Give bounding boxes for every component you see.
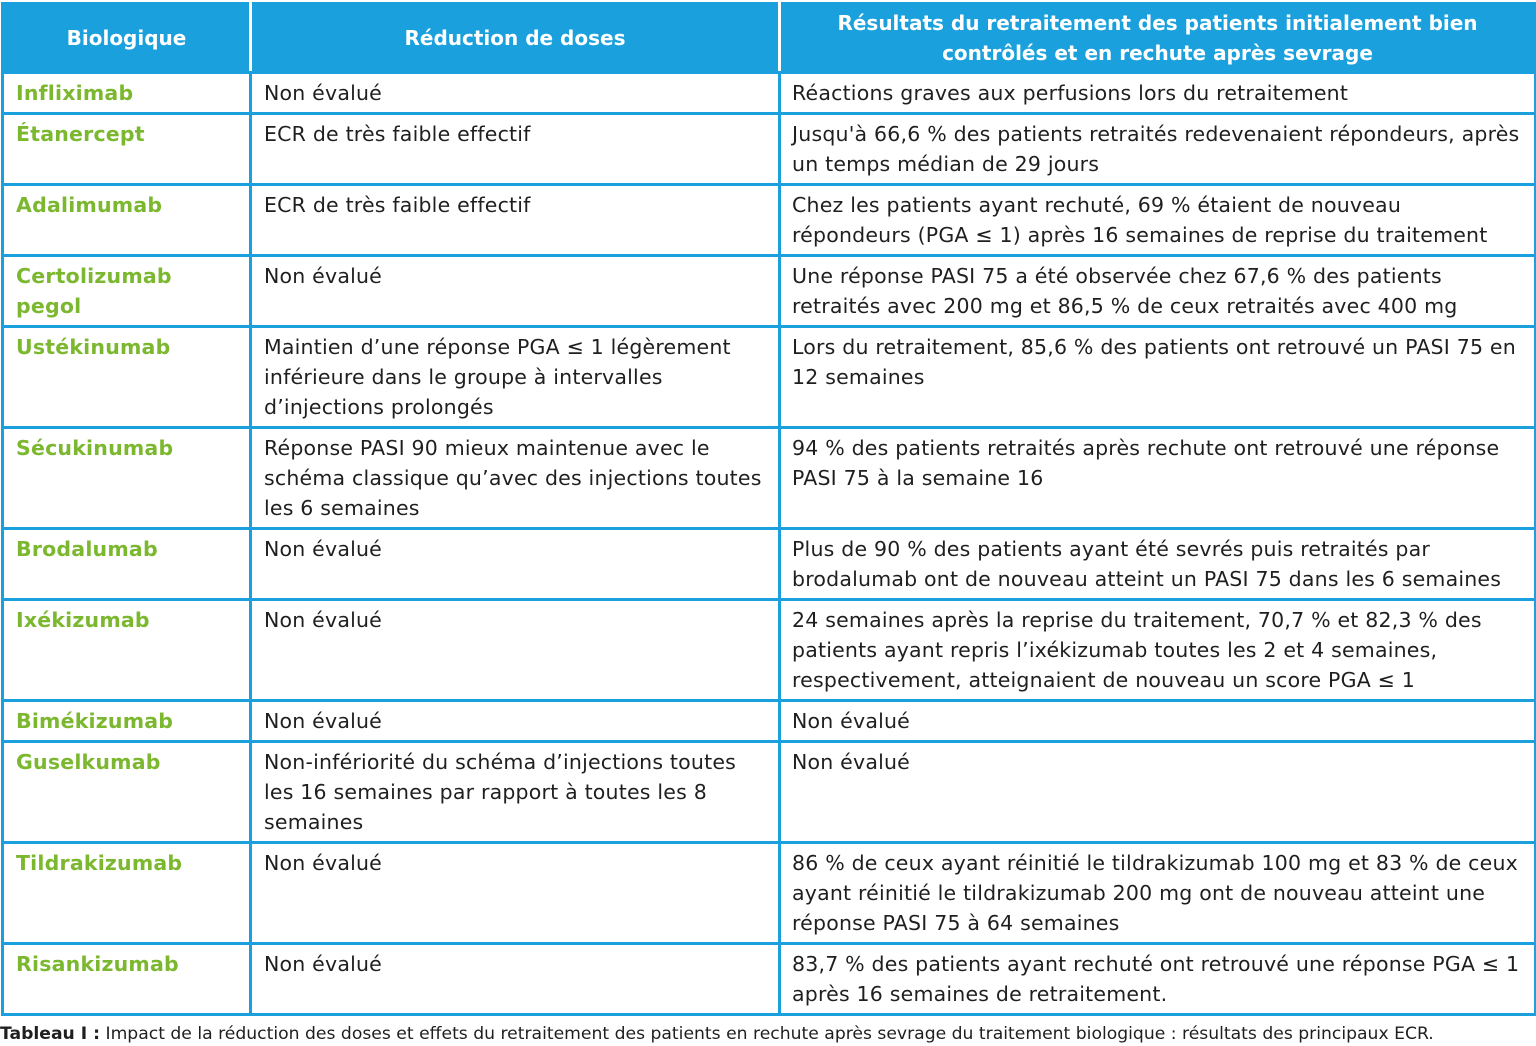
caption-label: Tableau I : (0, 1024, 101, 1044)
dose-reduction-cell: Non évalué (251, 73, 780, 114)
drug-name: Ustékinumab (3, 327, 251, 428)
table-row (3, 701, 1536, 742)
drug-name: Guselkumab (3, 742, 251, 843)
retreatment-cell: 94 % des patients retraités après rechute ont retrouvé une réponse PASI 75 à la semaine 16 (780, 428, 1536, 529)
drug-name: Ixékizumab (3, 600, 251, 701)
table-row (3, 428, 1536, 529)
dose-reduction-cell: Non évalué (251, 701, 780, 742)
drug-name: Risankizumab (3, 944, 251, 1015)
retreatment-cell: Non évalué (780, 742, 1536, 843)
table-row (3, 843, 1536, 944)
drug-name: Certolizumab pegol (3, 256, 251, 327)
retreatment-cell: 86 % de ceux ayant réinitié le tildrakizumab 100 mg et 83 % de ceux ayant réinitié le tildrakizumab 200 mg ont de nouveau atteint une réponse PASI 75 à 64 semaines (780, 843, 1536, 944)
retreatment-cell: Lors du retraitement, 85,6 % des patients ont retrouvé un PASI 75 en 12 semaines (780, 327, 1536, 428)
drug-name: Infliximab (3, 73, 251, 114)
table-header (3, 4, 1536, 73)
table-row (3, 742, 1536, 843)
retreatment-cell: Plus de 90 % des patients ayant été sevrés puis retraités par brodalumab ont de nouveau atteint un PASI 75 dans les 6 semaines (780, 529, 1536, 600)
table-row (3, 185, 1536, 256)
drug-name: Bimékizumab (3, 701, 251, 742)
dose-reduction-cell: Non évalué (251, 256, 780, 327)
dose-reduction-cell: Maintien d’une réponse PGA ≤ 1 légèrement inférieure dans le groupe à intervalles d’injections prolongés (251, 327, 780, 428)
dose-reduction-cell: ECR de très faible effectif (251, 114, 780, 185)
table-row (3, 256, 1536, 327)
table-row (3, 73, 1536, 114)
biologics-table (1, 2, 1536, 1016)
table-caption (0, 1022, 1536, 1046)
caption-text: Impact de la réduction des doses et effets du retraitement des patients en rechute après sevrage du traitement biologique : résultats des principaux ECR. (100, 1024, 1434, 1044)
dose-reduction-cell: Non évalué (251, 944, 780, 1015)
drug-name: Sécukinumab (3, 428, 251, 529)
dose-reduction-cell: Réponse PASI 90 mieux maintenue avec le schéma classique qu’avec des injections toutes les 6 semaines (251, 428, 780, 529)
drug-name: Brodalumab (3, 529, 251, 600)
dose-reduction-cell: Non évalué (251, 529, 780, 600)
drug-name: Étanercept (3, 114, 251, 185)
table-row (3, 327, 1536, 428)
drug-name: Adalimumab (3, 185, 251, 256)
table-body (3, 73, 1536, 1015)
header-biologique: Biologique (3, 4, 251, 73)
table-row (3, 114, 1536, 185)
table-row (3, 529, 1536, 600)
drug-name: Tildrakizumab (3, 843, 251, 944)
retreatment-cell: 83,7 % des patients ayant rechuté ont retrouvé une réponse PGA ≤ 1 après 16 semaines de retraitement. (780, 944, 1536, 1015)
dose-reduction-cell: Non évalué (251, 843, 780, 944)
retreatment-cell: Une réponse PASI 75 a été observée chez 67,6 % des patients retraités avec 200 mg et 86,5 % de ceux retraités avec 400 mg (780, 256, 1536, 327)
table-row (3, 944, 1536, 1015)
header-row (3, 4, 1536, 73)
dose-reduction-cell: ECR de très faible effectif (251, 185, 780, 256)
header-reduction-doses: Réduction de doses (251, 4, 780, 73)
dose-reduction-cell: Non évalué (251, 600, 780, 701)
dose-reduction-cell: Non-infériorité du schéma d’injections toutes les 16 semaines par rapport à toutes les 8 semaines (251, 742, 780, 843)
retreatment-cell: Non évalué (780, 701, 1536, 742)
retreatment-cell: 24 semaines après la reprise du traitement, 70,7 % et 82,3 % des patients ayant repris l’ixékizumab toutes les 2 et 4 semaines, respectivement, atteignaient de nouveau un score PGA ≤ 1 (780, 600, 1536, 701)
header-resultats-retraitement: Résultats du retraitement des patients initialement bien contrôlés et en rechute après sevrage (780, 4, 1536, 73)
retreatment-cell: Réactions graves aux perfusions lors du retraitement (780, 73, 1536, 114)
table-row (3, 600, 1536, 701)
retreatment-cell: Jusqu'à 66,6 % des patients retraités redevenaient répondeurs, après un temps médian de 29 jours (780, 114, 1536, 185)
retreatment-cell: Chez les patients ayant rechuté, 69 % étaient de nouveau répondeurs (PGA ≤ 1) après 16 semaines de reprise du traitement (780, 185, 1536, 256)
